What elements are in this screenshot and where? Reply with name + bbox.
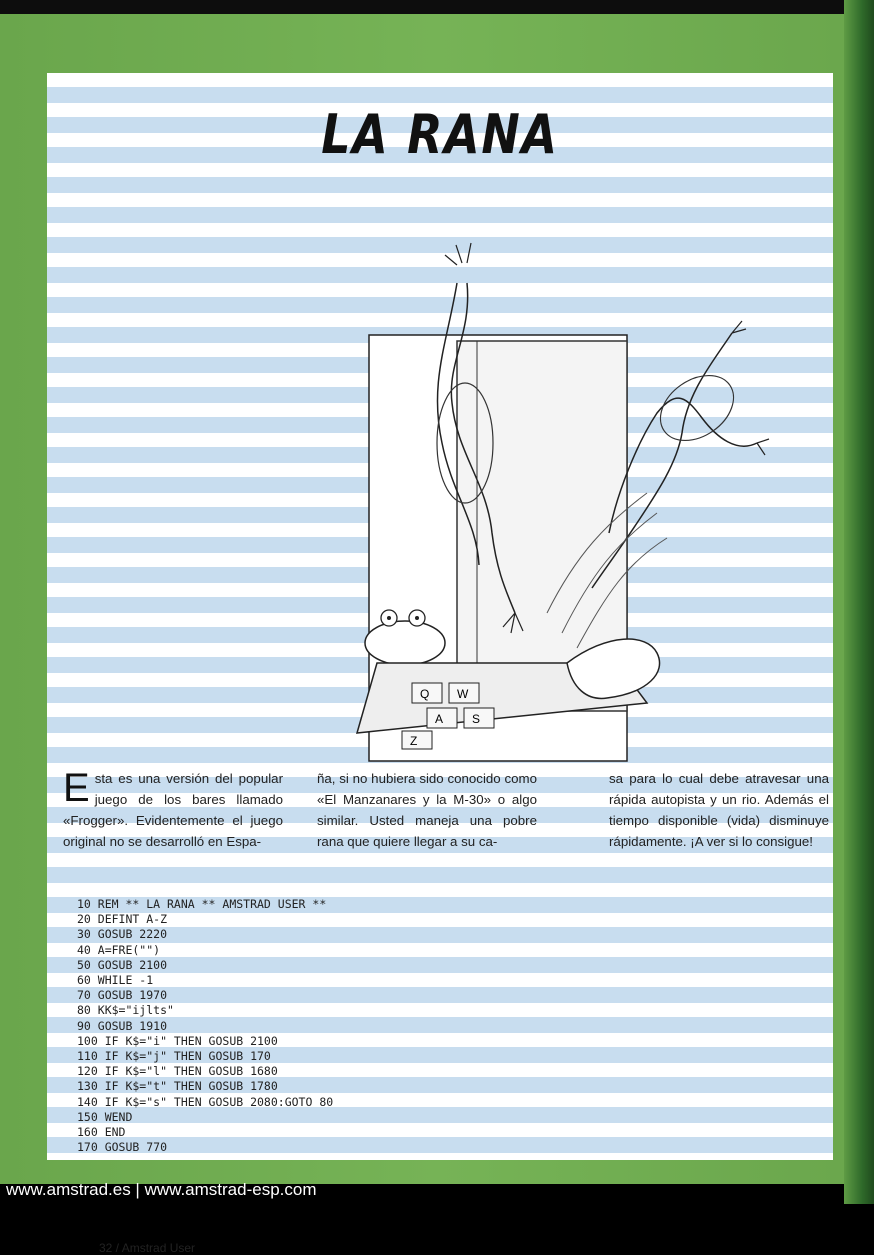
key-z: Z	[410, 734, 418, 748]
code-line: 140 IF K$="s" THEN GOSUB 2080:GOTO 80	[77, 1094, 334, 1109]
article-column-1-text: sta es una versión del popular juego de los bares llamado «Frogger». Evidentemente el juego original no se desarrolló en Espa-	[63, 771, 283, 849]
key-w: W	[457, 687, 469, 701]
drop-cap: E	[63, 766, 90, 810]
top-strip	[0, 0, 874, 14]
article-column-1	[63, 768, 283, 852]
code-line: 50 GOSUB 2100	[77, 957, 168, 972]
code-line: 20 DEFINT A-Z	[77, 912, 168, 927]
basic-listing	[77, 897, 333, 1155]
code-line: 60 WHILE -1	[77, 973, 154, 988]
page-spine	[844, 0, 874, 1204]
page-number: 32 / Amstrad User	[99, 1241, 196, 1255]
code-line: 120 IF K$="l" THEN GOSUB 1680	[77, 1064, 278, 1079]
code-line: 80 KK$="ijlts"	[77, 1003, 174, 1018]
key-q: Q	[420, 687, 430, 701]
code-line: 40 A=FRE("")	[77, 942, 161, 957]
watermark: www.amstrad.es | www.amstrad-esp.com	[6, 1180, 317, 1199]
code-line: 10 REM ** LA RANA ** AMSTRAD USER **	[77, 897, 327, 911]
code-line: 30 GOSUB 2220	[77, 927, 168, 942]
code-line: 160 END	[77, 1125, 126, 1140]
code-line: 170 GOSUB 770	[77, 1140, 168, 1155]
code-line: 130 IF K$="t" THEN GOSUB 1780	[77, 1079, 278, 1094]
code-line: 100 IF K$="i" THEN GOSUB 2100	[77, 1033, 278, 1048]
key-s: S	[472, 712, 481, 726]
frog-illustration	[317, 193, 797, 748]
article-column-3: sa para lo cual debe atravesar una rápida autopista y un rio. Además el tiempo disponible (vida) disminuye rápidamente. ¡A ver si lo consigue!	[609, 771, 829, 849]
key-a: A	[435, 712, 444, 726]
article-title: LA RANA	[321, 103, 559, 166]
article-column-2: ña, si no hubiera sido conocido como «El Manzanares y la M-30» o algo similar. Usted maneja una pobre rana que quiere llegar a su ca-	[317, 771, 537, 849]
code-line: 90 GOSUB 1910	[77, 1018, 168, 1033]
code-line: 150 WEND	[77, 1109, 133, 1124]
code-line: 70 GOSUB 1970	[77, 988, 168, 1003]
code-line: 110 IF K$="j" THEN GOSUB 170	[77, 1049, 271, 1064]
